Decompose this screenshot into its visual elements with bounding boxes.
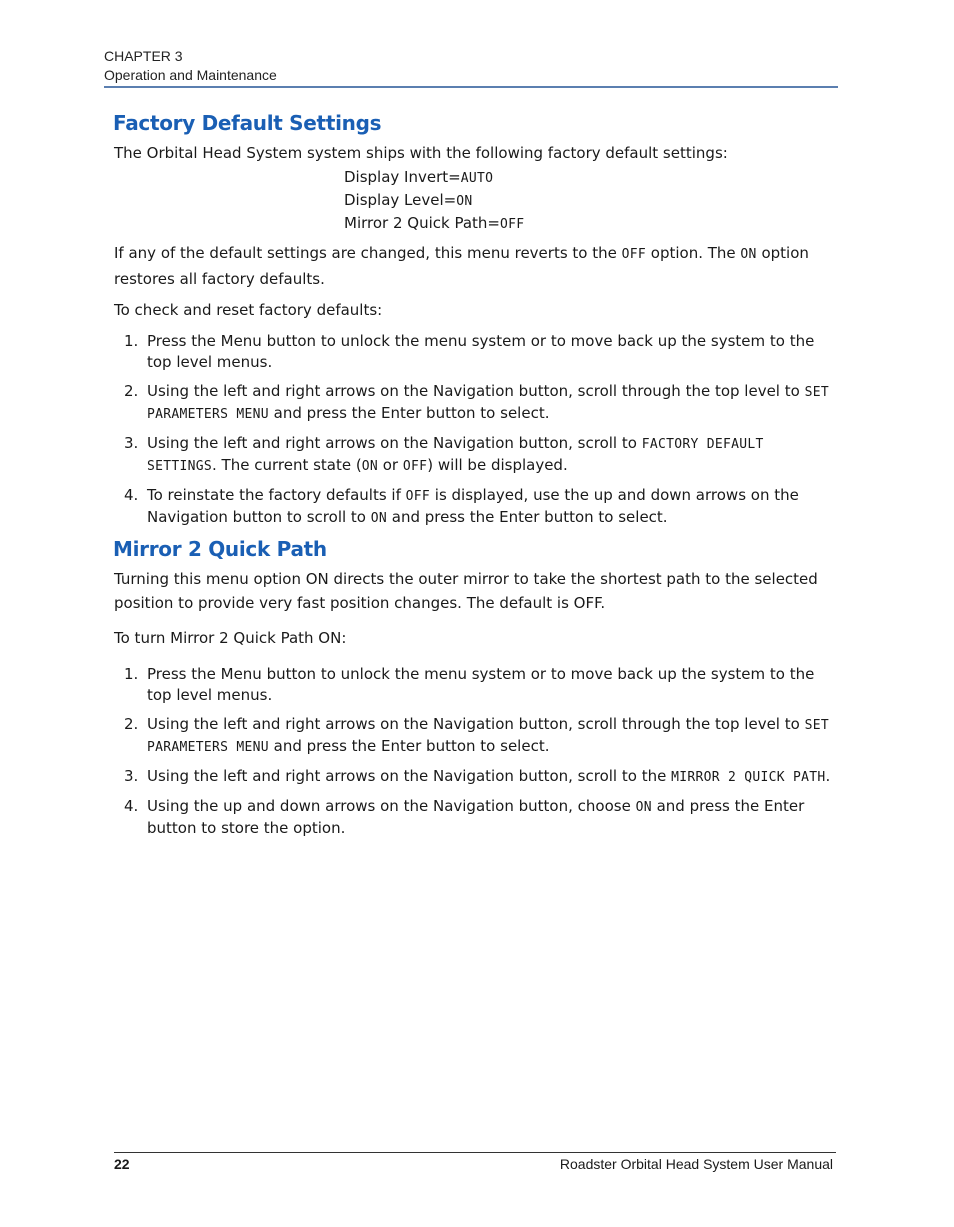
list-item [114, 766, 836, 788]
step-text: and press the Enter button to select. [268, 737, 550, 755]
section-title-mirror: Mirror 2 Quick Path [113, 537, 327, 561]
footer-rule [114, 1152, 836, 1153]
note-text: option. The [646, 244, 741, 262]
menu-code: ON [370, 511, 388, 526]
running-header [104, 47, 277, 85]
mirror-turn-on-intro: To turn Mirror 2 Quick Path ON: [114, 629, 347, 647]
step-text: Using the left and right arrows on the Navigation button, scroll to [147, 434, 642, 452]
step-text: Press the Menu button to unlock the menu system or to move back up the system to the top level menus. [147, 332, 815, 371]
list-item [114, 433, 836, 477]
note-code-off: OFF [621, 247, 647, 262]
factory-check-intro: To check and reset factory defaults: [114, 301, 383, 319]
note-text: option restores all factory defaults. [114, 244, 809, 288]
factory-intro: The Orbital Head System system ships with the following factory default settings: [114, 144, 728, 162]
setting-label: Display Invert= [344, 168, 461, 186]
header-rule [104, 86, 838, 88]
step-number: 4. [124, 797, 139, 815]
factory-note [114, 241, 836, 291]
menu-code: ON [635, 800, 652, 815]
setting-display-invert [344, 168, 493, 186]
step-text: and press the Enter button to store the option. [147, 797, 805, 837]
menu-code: OFF [405, 489, 431, 504]
step-text: and press the Enter button to select. [268, 404, 550, 422]
mirror-steps [114, 664, 836, 847]
step-text: is displayed, use the up and down arrows on the Navigation button to scroll to [147, 486, 799, 526]
step-number: 3. [124, 767, 139, 785]
list-item [114, 485, 836, 529]
step-text: ) will be displayed. [427, 456, 568, 474]
step-text: Using the left and right arrows on the Navigation button, scroll through the top level to [147, 382, 805, 400]
step-text: Using the left and right arrows on the Navigation button, scroll to the [147, 767, 672, 785]
setting-value: AUTO [460, 171, 494, 186]
setting-label: Display Level= [344, 191, 457, 209]
menu-code: OFF [402, 459, 428, 474]
list-item [114, 331, 836, 373]
step-text: Press the Menu button to unlock the menu system or to move back up the system to the top level menus. [147, 665, 815, 704]
step-text: Using the up and down arrows on the Navigation button, choose [147, 797, 636, 815]
chapter-label: CHAPTER 3 [104, 48, 183, 64]
setting-mirror-quick-path [344, 214, 524, 232]
menu-code: SET PARAMETERS MENU [147, 718, 829, 755]
step-number: 3. [124, 434, 139, 452]
section-title-factory: Factory Default Settings [113, 111, 382, 135]
menu-code: ON [361, 459, 378, 474]
step-text: Using the left and right arrows on the Navigation button, scroll through the top level to [147, 715, 805, 733]
list-item [114, 381, 836, 425]
manual-title: Roadster Orbital Head System User Manual [559, 1156, 833, 1172]
menu-code: MIRROR 2 QUICK PATH [671, 770, 826, 785]
step-number: 2. [124, 382, 139, 400]
list-item [114, 664, 836, 706]
chapter-section: Operation and Maintenance [104, 67, 277, 83]
setting-display-level [344, 191, 473, 209]
step-text: To reinstate the factory defaults if [147, 486, 406, 504]
step-number: 1. [124, 332, 139, 350]
step-text: . [825, 767, 831, 785]
setting-label: Mirror 2 Quick Path= [344, 214, 500, 232]
step-text: and press the Enter button to select. [387, 508, 668, 526]
factory-steps [114, 331, 836, 537]
menu-code: SET PARAMETERS MENU [147, 385, 829, 422]
list-item [114, 714, 836, 758]
page-number: 22 [114, 1156, 130, 1172]
menu-code: FACTORY DEFAULT SETTINGS [147, 437, 764, 474]
step-number: 4. [124, 486, 139, 504]
note-text: If any of the default settings are changed, this menu reverts to the [114, 244, 622, 262]
mirror-intro: Turning this menu option ON directs the outer mirror to take the shortest path to the selected position to provide very fast position changes. The default is OFF. [114, 570, 818, 612]
list-item [114, 796, 836, 839]
step-number: 1. [124, 665, 139, 683]
setting-value: OFF [499, 217, 525, 232]
step-text: . The current state ( [212, 456, 362, 474]
step-text: or [377, 456, 403, 474]
step-number: 2. [124, 715, 139, 733]
note-code-on: ON [740, 247, 757, 262]
setting-value: ON [456, 194, 473, 209]
